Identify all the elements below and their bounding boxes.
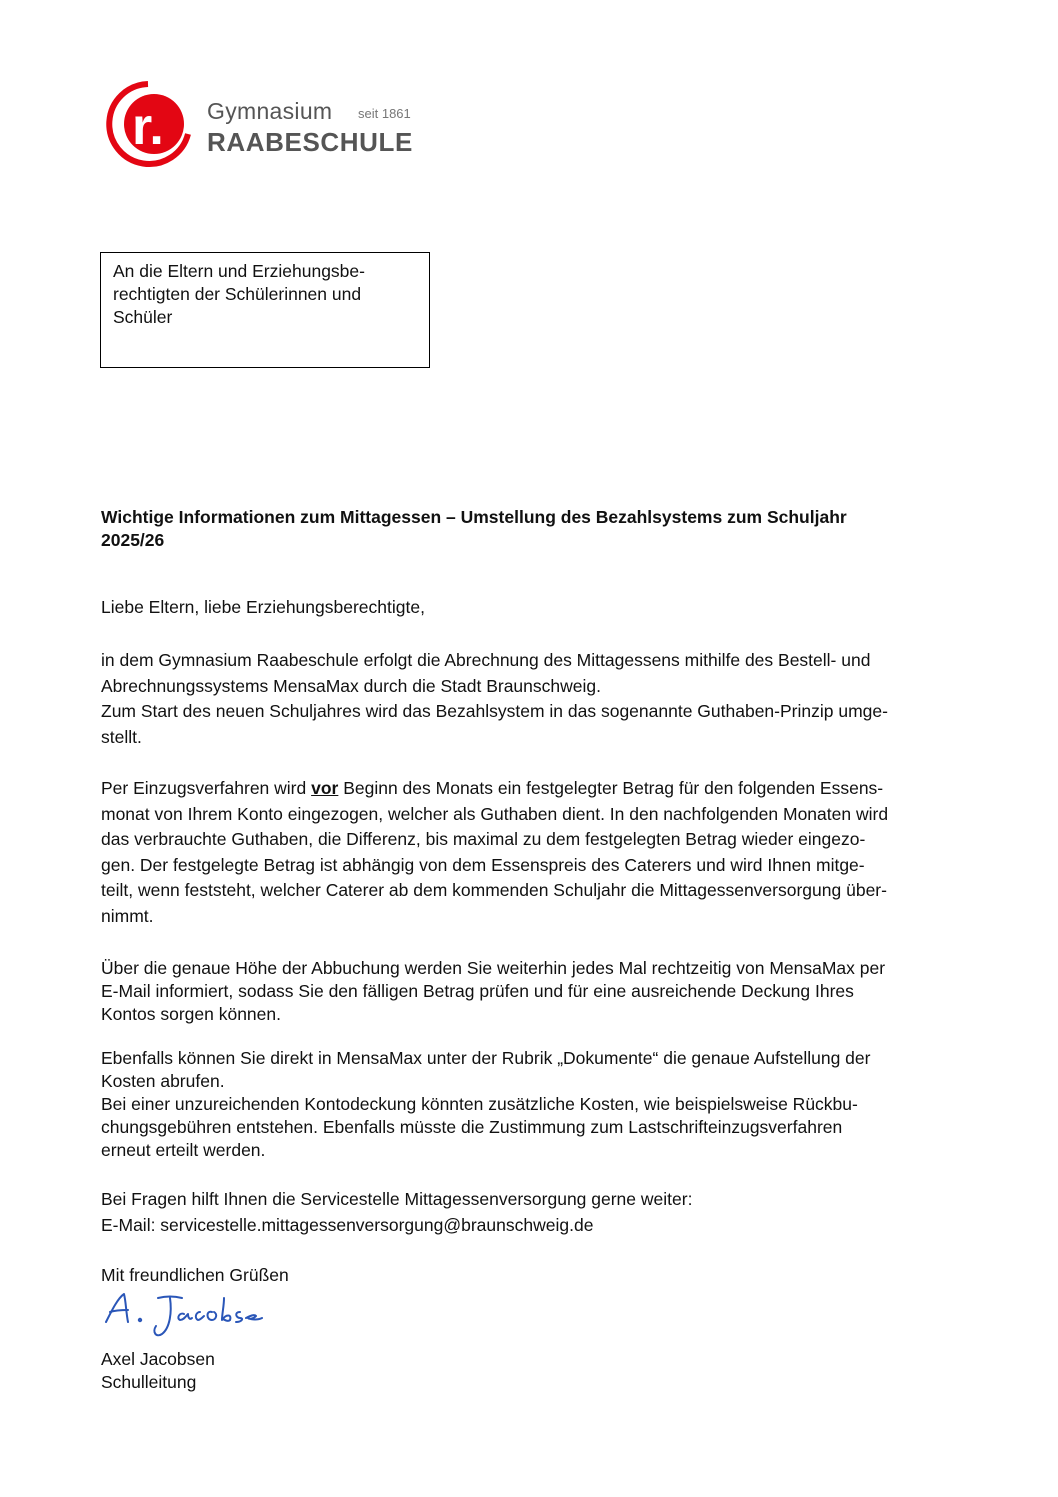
paragraph-line: E-Mail informiert, sodass Sie den fälligen Betrag prüfen und für eine ausreichende Deckung Ihres [101, 981, 854, 1001]
paragraph-documents [101, 1047, 991, 1162]
paragraph-line: Ebenfalls können Sie direkt in MensaMax unter der Rubrik „Dokumente“ die genaue Aufstellung der [101, 1048, 871, 1068]
paragraph-line: Bei Fragen hilft Ihnen die Servicestelle Mittagessenversorgung gerne weiter: [101, 1189, 693, 1209]
paragraph-line: stellt. [101, 726, 142, 747]
sender-role: Schulleitung [101, 1372, 197, 1392]
subject-heading [101, 506, 991, 552]
paragraph-line: Zum Start des neuen Schuljahres wird das Bezahlsystem in das sogenannte Guthaben-Prinzip umge- [101, 701, 888, 721]
paragraph-line: erneut erteilt werden. [101, 1140, 266, 1160]
subject-line: Wichtige Informationen zum Mittagessen – Umstellung des Bezahlsystems zum Schuljahr [101, 507, 847, 527]
address-line: rechtigten der Schülerinnen und [113, 284, 362, 304]
paragraph-line: in dem Gymnasium Raabeschule erfolgt die Abrechnung des Mittagessens mithilfe des Bestell- und [101, 650, 871, 670]
sender-name: Axel Jacobsen [101, 1349, 215, 1369]
address-box [100, 252, 430, 368]
address-line: Schüler [113, 307, 173, 327]
paragraph-line [101, 776, 991, 802]
paragraph-line: teilt, wenn feststeht, welcher Caterer ab dem kommenden Schuljahr die Mittagessenversorgung über- [101, 880, 887, 900]
signature-image [100, 1288, 270, 1350]
paragraph-line: das verbrauchte Guthaben, die Differenz, bis maximal zu dem festgelegten Betrag wieder eingezo- [101, 829, 866, 849]
paragraph-line: chungsgebühren entstehen. Ebenfalls müsste die Zustimmung zum Lastschrifteinzugsverfahren [101, 1117, 843, 1137]
contact-email: E-Mail: servicestelle.mittagessenversorgung@braunschweig.de [101, 1215, 594, 1235]
paragraph-line: Kosten abrufen. [101, 1071, 225, 1091]
sender-block [101, 1348, 991, 1394]
paragraph-line: Über die genaue Höhe der Abbuchung werden Sie weiterhin jedes Mal rechtzeitig von MensaMax per [101, 958, 886, 978]
logo-since: seit 1861 [358, 106, 411, 121]
paragraph-line: monat von Ihrem Konto eingezogen, welcher als Guthaben dient. In den nachfolgenden Monaten wird [101, 803, 889, 824]
text-span: Per Einzugsverfahren wird [101, 778, 312, 798]
paragraph-intro [101, 648, 991, 750]
address-line: An die Eltern und Erziehungsbe- [113, 261, 365, 281]
paragraph-notification [101, 957, 991, 1026]
paragraph-line: nimmt. [101, 905, 154, 926]
paragraph-line: gen. Der festgelegte Betrag ist abhängig von dem Essenspreis des Caterers und wird Ihnen mitge- [101, 854, 865, 875]
school-logo [104, 78, 434, 168]
paragraph-contact [101, 1186, 991, 1238]
salutation: Liebe Eltern, liebe Erziehungsberechtigte, [101, 597, 425, 617]
emphasis-vor: vor [311, 778, 339, 798]
paragraph-line: Kontos sorgen können. [101, 1004, 281, 1024]
text-span: Beginn des Monats ein festgelegter Betrag für den folgenden Essens- [338, 778, 884, 798]
logo-letter: r. [132, 98, 164, 156]
logo-school-name: RAABESCHULE [207, 127, 413, 157]
subject-line: 2025/26 [101, 530, 165, 550]
paragraph-line: Bei einer unzureichenden Kontodeckung könnten zusätzliche Kosten, wie beispielsweise Rückbu- [101, 1094, 858, 1114]
logo-mark-icon [104, 78, 200, 168]
paragraph-procedure [101, 776, 991, 929]
paragraph-line: Abrechnungssystems MensaMax durch die Stadt Braunschweig. [101, 675, 601, 696]
closing: Mit freundlichen Grüßen [101, 1265, 289, 1285]
logo-name: Gymnasium [207, 98, 333, 124]
